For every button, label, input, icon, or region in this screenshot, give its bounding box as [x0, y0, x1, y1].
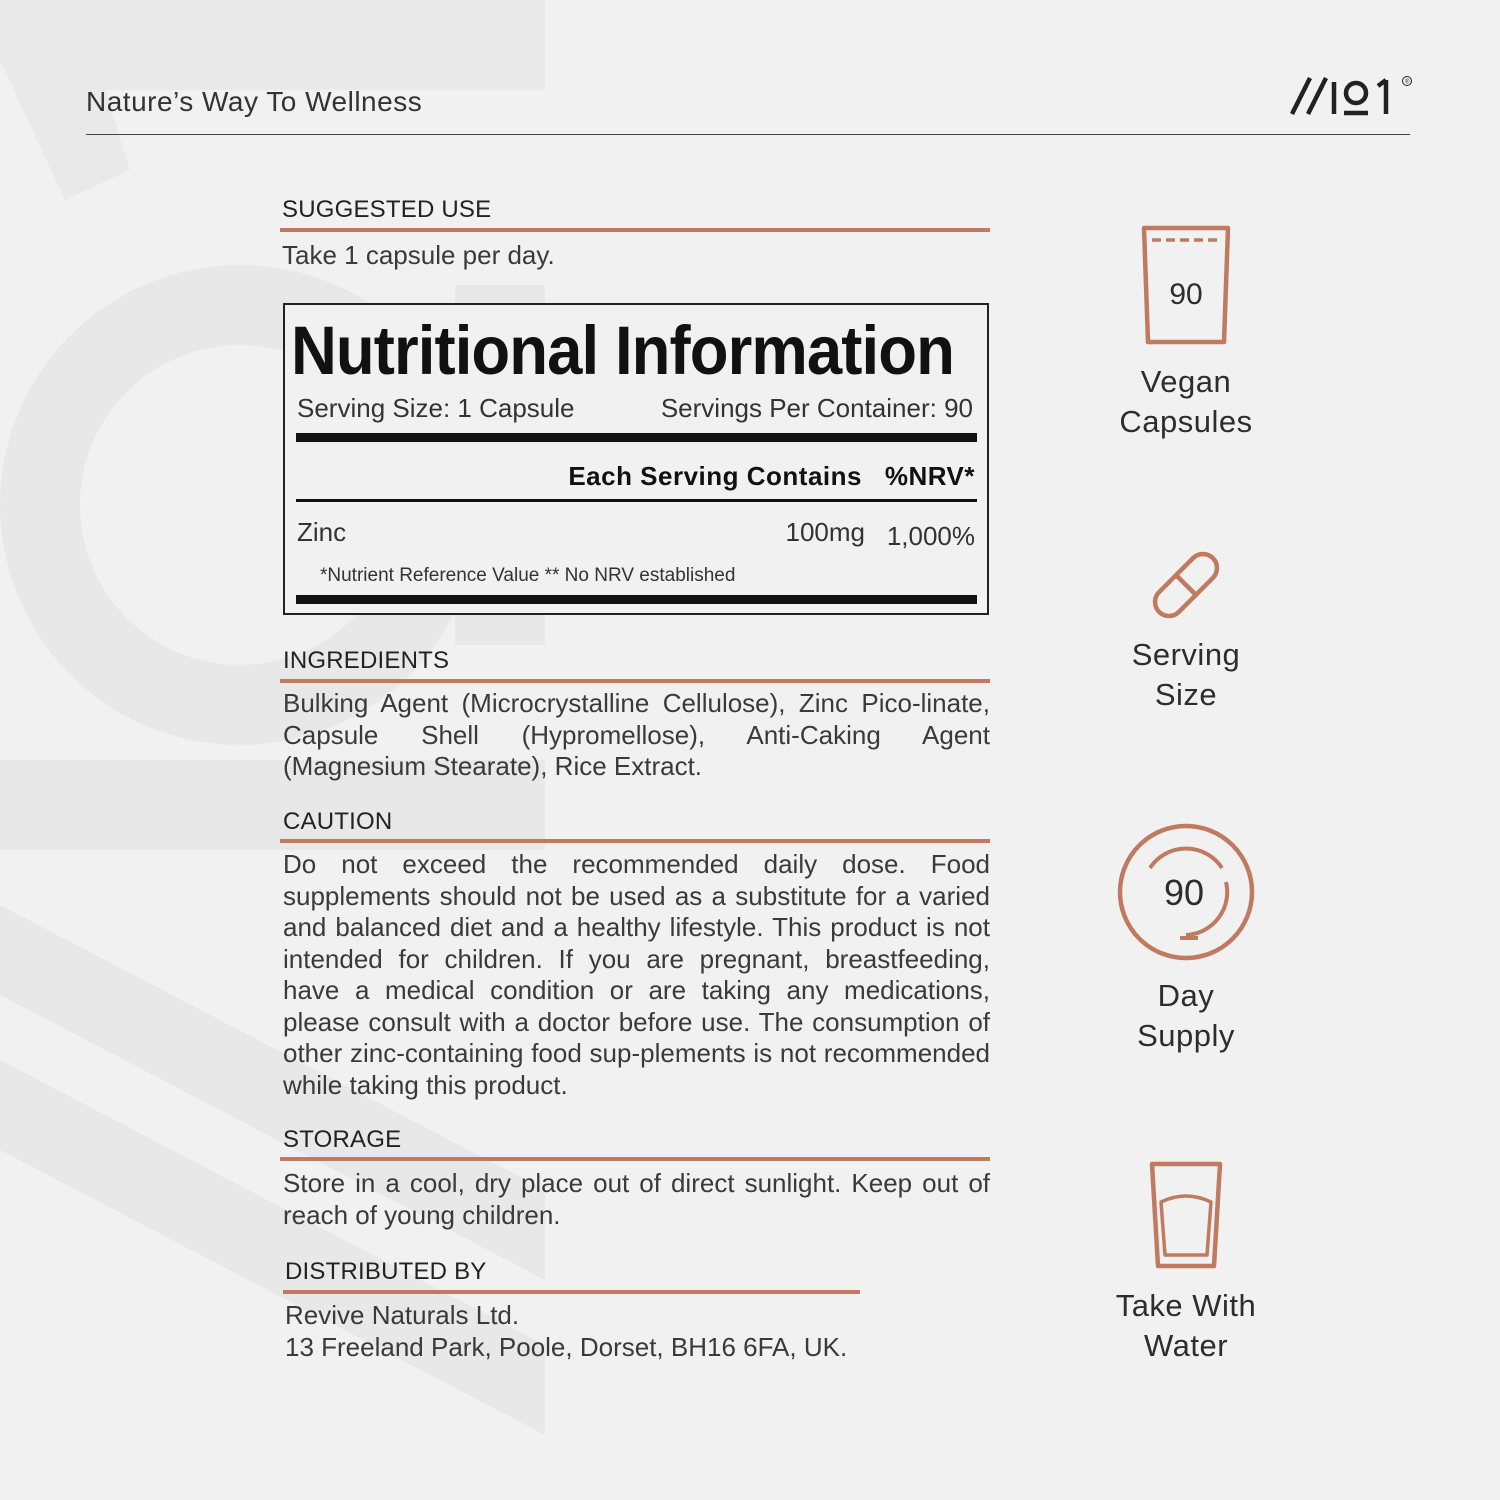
- water-glass-icon: [1148, 1160, 1224, 1272]
- badge-label-line1: Vegan: [1140, 364, 1232, 399]
- registered-mark: ®: [1405, 79, 1410, 86]
- nutrition-divider-header: [296, 499, 977, 502]
- nutrition-panel: [283, 303, 989, 615]
- distributor-name: Revive Naturals Ltd.: [285, 1300, 520, 1330]
- storage-text: Store in a cool, dry place out of direct sunlight. Keep out of reach of young children.: [283, 1168, 990, 1230]
- nutrition-divider-top: [296, 433, 977, 442]
- distributed-by-title: DISTRIBUTED BY: [285, 1258, 487, 1285]
- badge-vegan-capsules: [1066, 222, 1306, 442]
- badge-label-line1: Take With: [1115, 1288, 1257, 1323]
- storage-title: STORAGE: [283, 1126, 402, 1153]
- badge-label-line2: Water: [1143, 1328, 1229, 1363]
- nutrient-amount: 100mg: [785, 517, 865, 547]
- badge-label-line1: Day: [1157, 978, 1215, 1013]
- badge-day-supply: [1066, 822, 1306, 1056]
- nutrition-footnote: *Nutrient Reference Value ** No NRV established: [320, 565, 736, 586]
- pouch-count: 90: [1169, 278, 1203, 311]
- header-divider: [86, 134, 1410, 135]
- ingredients-rule: [280, 679, 990, 683]
- suggested-use-rule: [280, 228, 990, 232]
- caution-text: Do not exceed the recommended daily dose. Food supplements should not be used as a substitute for a varied and balanced diet and a healthy lifestyle. This product is not intended for children. If you are pregnant, breastfeeding, have a medical condition or are taking any medications, please consult with a doctor before use. The consumption of other zinc-containing food sup-plements is not recommended while taking this product.: [283, 849, 990, 1100]
- badge-label-line2: Supply: [1137, 1018, 1235, 1053]
- nutrient-name: Zinc: [297, 517, 347, 547]
- nutrition-title: Nutritional Information: [291, 312, 954, 389]
- badge-label-line2: Size: [1154, 677, 1218, 712]
- distributed-by-rule: [283, 1290, 860, 1294]
- caution-rule: [280, 839, 990, 843]
- badge-label-line1: Serving: [1131, 637, 1241, 672]
- brand-tagline: Nature’s Way To Wellness: [86, 86, 423, 117]
- caution-title: CAUTION: [283, 808, 393, 835]
- serving-size: Serving Size: 1 Capsule: [297, 393, 575, 423]
- ingredients-text: Bulking Agent (Microcrystalline Cellulose), Zinc Pico-linate, Capsule Shell (Hypromellose), Anti-Caking Agent (Magnesium Stearate), Rice Extract.: [283, 688, 990, 781]
- col-header-each-serving: Each Serving Contains: [568, 461, 862, 491]
- nutrient-nrv: 1,000%: [886, 521, 975, 551]
- brand-logo: [1288, 74, 1413, 122]
- storage-rule: [280, 1157, 990, 1161]
- nutrition-divider-bottom: [296, 595, 977, 604]
- badge-label-line2: Capsules: [1119, 404, 1253, 439]
- badge-take-with-water: [1066, 1160, 1306, 1366]
- pouch-icon: [1138, 222, 1234, 348]
- suggested-use-title: SUGGESTED USE: [282, 196, 492, 223]
- col-header-nrv: %NRV*: [884, 461, 975, 491]
- servings-per-container: Servings Per Container: 90: [660, 393, 973, 423]
- distributor-address: 13 Freeland Park, Poole, Dorset, BH16 6FA, UK.: [285, 1332, 848, 1362]
- day-count: 90: [1163, 872, 1205, 913]
- badge-serving-size: [1066, 543, 1306, 715]
- capsule-icon: [1144, 543, 1228, 627]
- day-circle-icon: [1116, 822, 1256, 962]
- suggested-use-text: Take 1 capsule per day.: [282, 240, 555, 270]
- ingredients-title: INGREDIENTS: [283, 647, 450, 674]
